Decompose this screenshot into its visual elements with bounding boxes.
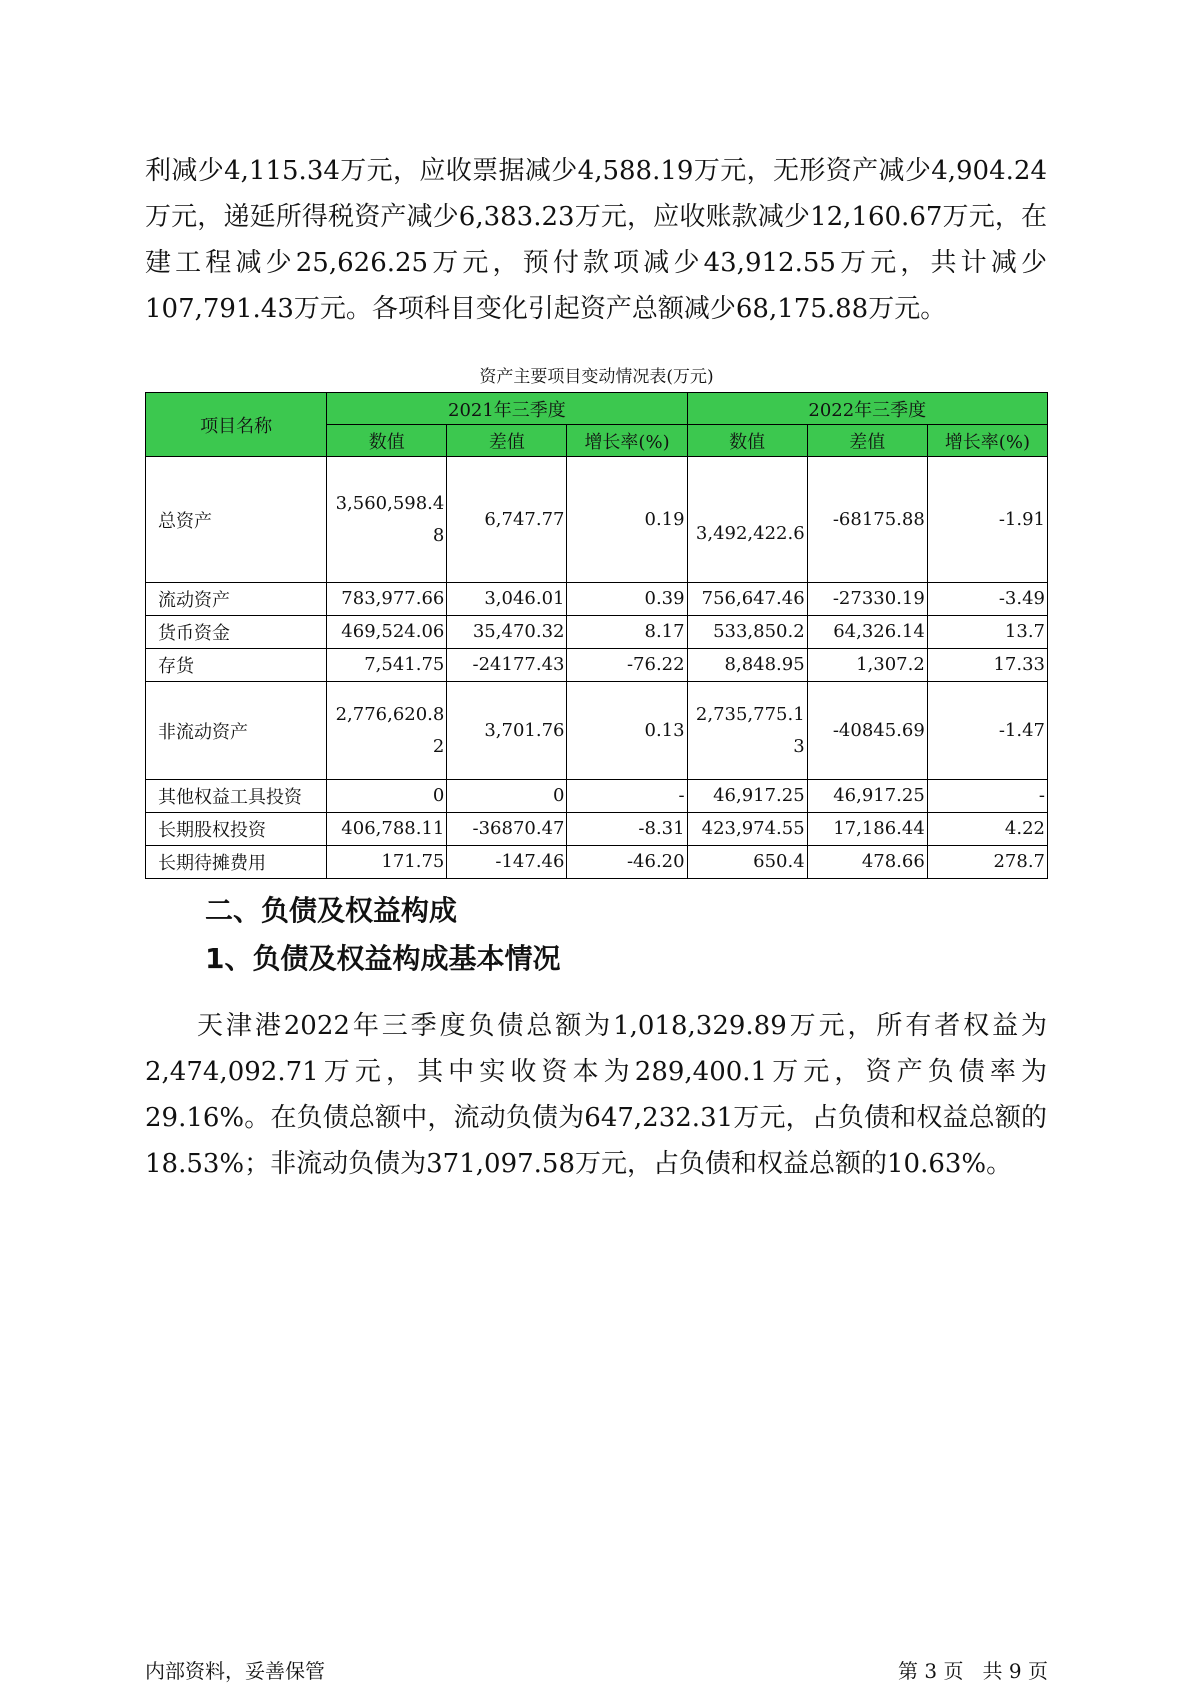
diff-2022: 17,186.44 (807, 813, 927, 846)
growth-2022: -1.91 (927, 457, 1047, 583)
row-name: 流动资产 (146, 583, 327, 616)
diff-2022: -27330.19 (807, 583, 927, 616)
value-2022: 650.4 (687, 846, 807, 879)
table-row (146, 780, 1048, 813)
diff-2021: 6,747.77 (447, 457, 567, 583)
table-row (146, 457, 1048, 583)
header-item-name: 项目名称 (146, 393, 327, 457)
growth-2022: 17.33 (927, 649, 1047, 682)
header-period-2021: 2021年三季度 (327, 393, 687, 425)
table-row (146, 813, 1048, 846)
growth-2021: - (567, 780, 687, 813)
diff-2021: 0 (447, 780, 567, 813)
row-name: 长期待摊费用 (146, 846, 327, 879)
table-row (146, 616, 1048, 649)
table-row (146, 682, 1048, 780)
footer-page-number: 第 3 页 共 9 页 (898, 1659, 1048, 1683)
row-name: 货币资金 (146, 616, 327, 649)
intro-paragraph: 利减少4,115.34万元，应收票据减少4,588.19万元，无形资产减少4,904.24万元，递延所得税资产减少6,383.23万元，应收账款减少12,160.67万元，在建工程减少25,626.25万元，预付款项减少43,912.55万元，共计减少107,791.43万元。各项科目变化引起资产总额减少68,175.88万元。 (145, 156, 1047, 324)
section-heading: 二、负债及权益构成 (205, 894, 458, 927)
growth-2021: 8.17 (567, 616, 687, 649)
value-2021: 7,541.75 (327, 649, 447, 682)
subsection-heading: 1、负债及权益构成基本情况 (205, 942, 561, 975)
value-2021: 406,788.11 (327, 813, 447, 846)
growth-2022: -3.49 (927, 583, 1047, 616)
value-2021: 3,560,598.48 (327, 457, 447, 583)
table-row (146, 649, 1048, 682)
growth-2021: 0.39 (567, 583, 687, 616)
growth-2021: -76.22 (567, 649, 687, 682)
value-2022: 756,647.46 (687, 583, 807, 616)
growth-2022: 13.7 (927, 616, 1047, 649)
diff-2022: 64,326.14 (807, 616, 927, 649)
value-2021: 2,776,620.82 (327, 682, 447, 780)
diff-2021: 35,470.32 (447, 616, 567, 649)
growth-2022: - (927, 780, 1047, 813)
table-caption: 资产主要项目变动情况表(万元) (479, 367, 714, 387)
growth-2022: 278.7 (927, 846, 1047, 879)
value-2022: 8,848.95 (687, 649, 807, 682)
diff-2022: 478.66 (807, 846, 927, 879)
header-period-2022: 2022年三季度 (687, 393, 1047, 425)
value-2021: 0 (327, 780, 447, 813)
header-diff-2022: 差值 (807, 425, 927, 457)
row-name: 长期股权投资 (146, 813, 327, 846)
growth-2021: 0.19 (567, 457, 687, 583)
diff-2022: 46,917.25 (807, 780, 927, 813)
diff-2022: -40845.69 (807, 682, 927, 780)
value-2022: 46,917.25 (687, 780, 807, 813)
diff-2021: -147.46 (447, 846, 567, 879)
footer-confidential-note: 内部资料，妥善保管 (145, 1659, 325, 1683)
diff-2022: 1,307.2 (807, 649, 927, 682)
value-2021: 171.75 (327, 846, 447, 879)
growth-2021: 0.13 (567, 682, 687, 780)
value-2021: 783,977.66 (327, 583, 447, 616)
table-row (146, 846, 1048, 879)
header-growth-2021: 增长率(%) (567, 425, 687, 457)
row-name: 其他权益工具投资 (146, 780, 327, 813)
value-2022: 533,850.2 (687, 616, 807, 649)
diff-2021: 3,046.01 (447, 583, 567, 616)
header-value-2021: 数值 (327, 425, 447, 457)
value-2022: 3,492,422.6 (687, 457, 807, 583)
diff-2021: 3,701.76 (447, 682, 567, 780)
growth-2022: 4.22 (927, 813, 1047, 846)
growth-2021: -8.31 (567, 813, 687, 846)
asset-change-table (145, 392, 1048, 879)
body-paragraph: 天津港2022年三季度负债总额为1,018,329.89万元，所有者权益为2,474,092.71万元，其中实收资本为289,400.1万元，资产负债率为29.16%。在负债总额中，流动负债为647,232.31万元，占负债和权益总额的18.53%；非流动负债为371,097.58万元，占负债和权益总额的10.63%。 (145, 1011, 1047, 1179)
row-name: 非流动资产 (146, 682, 327, 780)
value-2022: 2,735,775.13 (687, 682, 807, 780)
diff-2022: -68175.88 (807, 457, 927, 583)
row-name: 总资产 (146, 457, 327, 583)
header-value-2022: 数值 (687, 425, 807, 457)
header-growth-2022: 增长率(%) (927, 425, 1047, 457)
diff-2021: -24177.43 (447, 649, 567, 682)
diff-2021: -36870.47 (447, 813, 567, 846)
table-row (146, 583, 1048, 616)
growth-2022: -1.47 (927, 682, 1047, 780)
row-name: 存货 (146, 649, 327, 682)
header-diff-2021: 差值 (447, 425, 567, 457)
value-2022: 423,974.55 (687, 813, 807, 846)
growth-2021: -46.20 (567, 846, 687, 879)
value-2021: 469,524.06 (327, 616, 447, 649)
